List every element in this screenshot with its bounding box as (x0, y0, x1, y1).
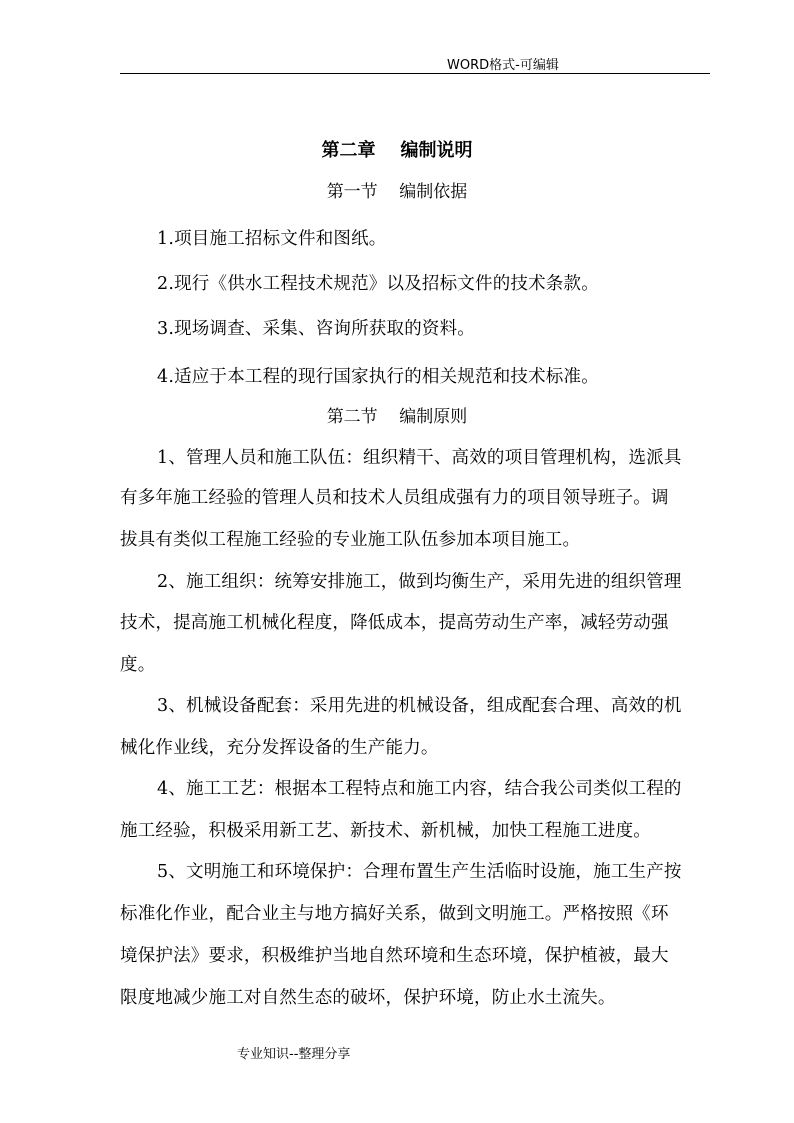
section-title-principles: 第二节 编制原则 (326, 407, 468, 427)
principle-line: 拔具有类似工程施工经验的专业施工队伍参加本项目施工。 (120, 530, 581, 550)
principle-line: 度。 (120, 655, 156, 675)
principle-line: 械化作业线，充分发挥设备的生产能力。 (120, 738, 439, 758)
section-title-basis: 第一节 编制依据 (326, 182, 468, 202)
page-header: WORD格式-可编辑 (447, 58, 559, 73)
principle-line: 2、施工组织：统筹安排施工，做到均衡生产，采用先进的组织管理 (157, 572, 682, 592)
principle-line: 境保护法》要求，积极维护当地自然环境和生态环境，保护植被，最大 (120, 946, 669, 966)
principle-line: 4、施工工艺：根据本工程特点和施工内容，结合我公司类似工程的 (157, 779, 682, 799)
principle-line: 施工经验，积极采用新工艺、新技术、新机械，加快工程施工进度。 (120, 821, 651, 841)
principle-line: 有多年施工经验的管理人员和技术人员组成强有力的项目领导班子。调 (120, 488, 669, 508)
page-footer: 专业知识--整理分享 (237, 1047, 351, 1062)
basis-item: 4.适应于本工程的现行国家执行的相关规范和技术标准。 (157, 367, 599, 387)
principle-line: 限度地减少施工对自然生态的破坏，保护环境，防止水土流失。 (120, 988, 616, 1008)
basis-item: 1.项目施工招标文件和图纸。 (157, 229, 387, 249)
principle-line: 3、机械设备配套：采用先进的机械设备，组成配套合理、高效的机 (157, 696, 682, 716)
basis-item: 3.现场调查、采集、咨询所获取的资料。 (157, 319, 475, 339)
principle-line: 5、文明施工和环境保护：合理布置生产生活临时设施，施工生产按 (157, 862, 682, 882)
principle-line: 1、管理人员和施工队伍：组织精干、高效的项目管理机构，选派具 (157, 448, 682, 468)
principle-line: 技术，提高施工机械化程度，降低成本，提高劳动生产率，减轻劳动强 (120, 613, 669, 633)
header-divider (120, 73, 710, 74)
basis-item: 2.现行《供水工程技术规范》以及招标文件的技术条款。 (157, 274, 599, 294)
principle-line: 标准化作业，配合业主与地方搞好关系，做到文明施工。严格按照《环 (120, 904, 669, 924)
chapter-title: 第二章 编制说明 (321, 140, 473, 161)
